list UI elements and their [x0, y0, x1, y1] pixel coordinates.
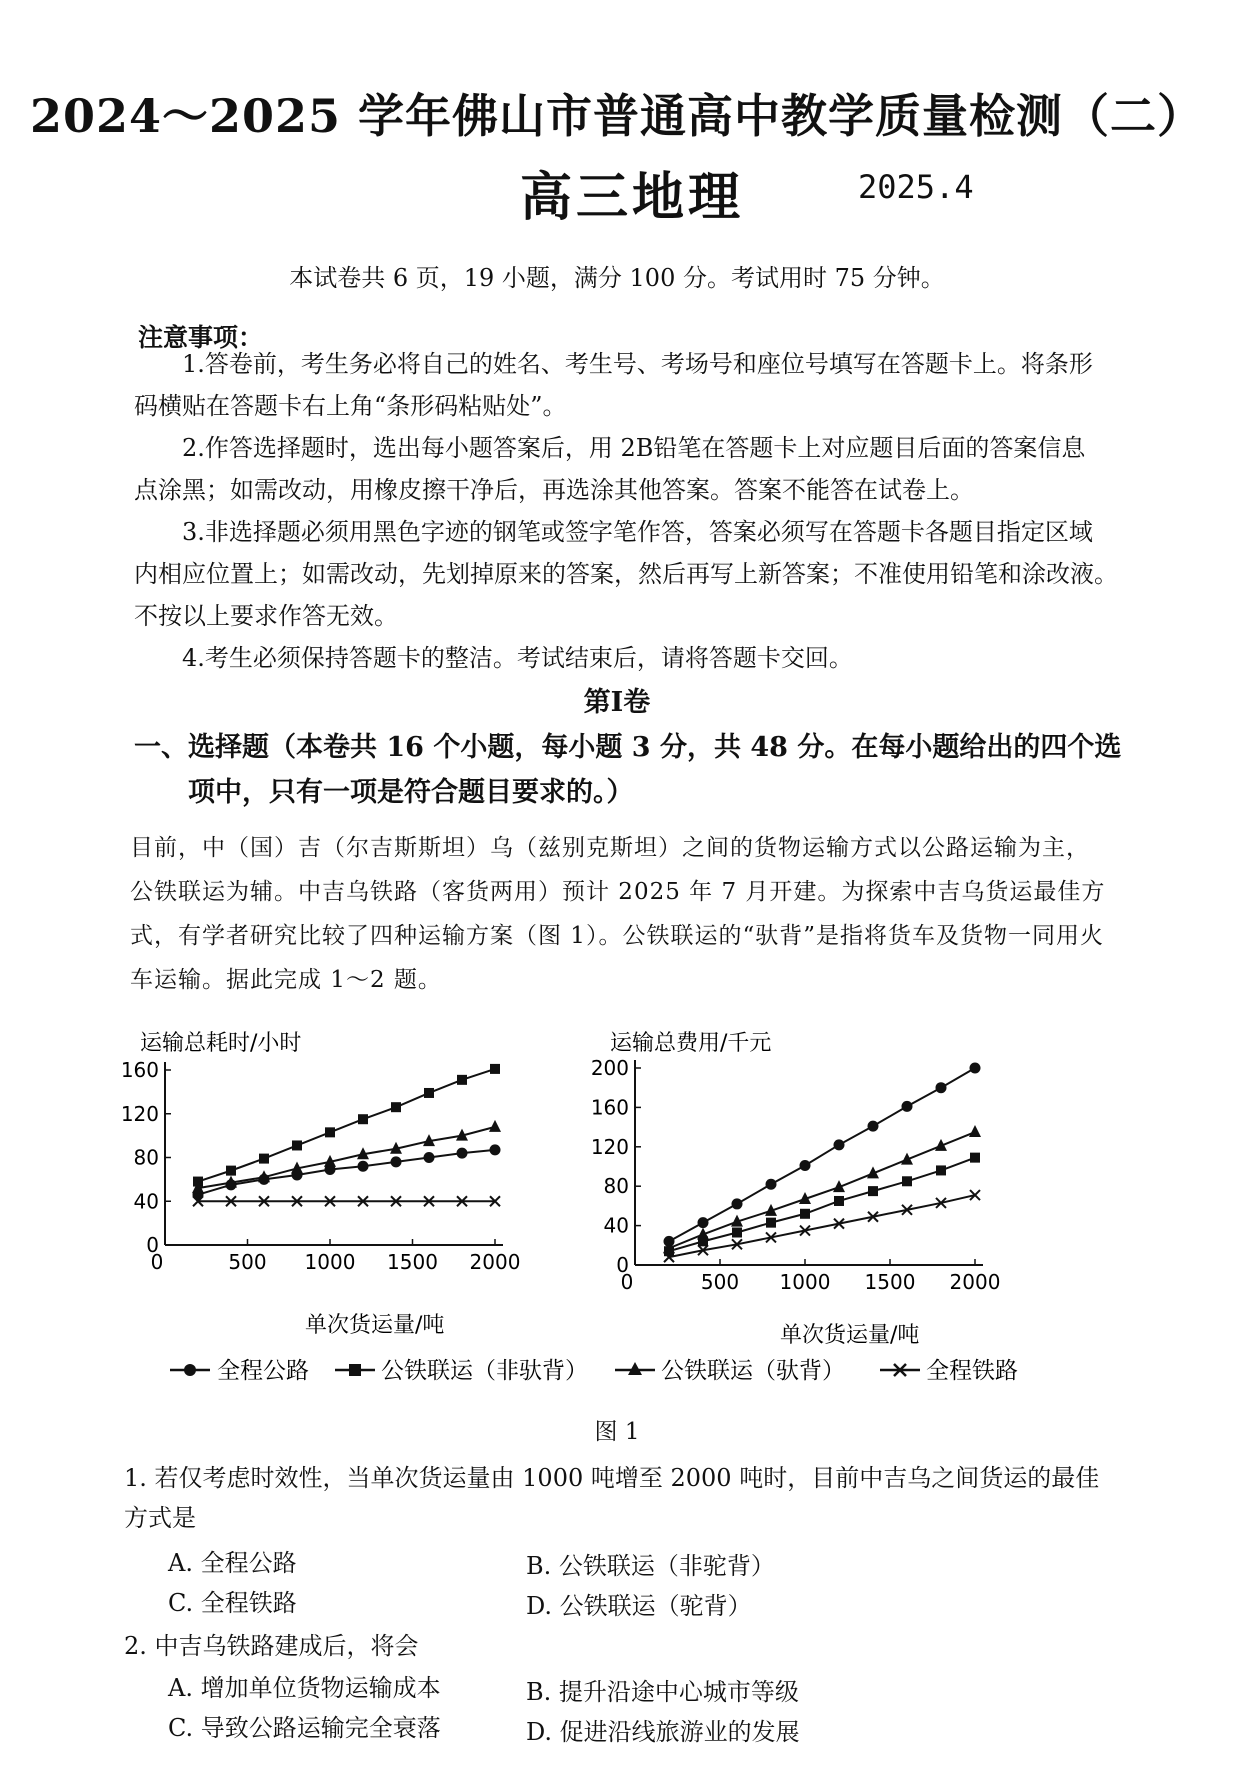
- series-line: [198, 1127, 495, 1188]
- y-tick-label: 200: [590, 1056, 629, 1080]
- exam-title: 2024～2025 学年佛山市普通高中教学质量检测（二）: [29, 89, 1205, 143]
- data-point-circle: [391, 1156, 402, 1167]
- legend-item: [880, 1358, 1018, 1384]
- question-1-stem: 方式是: [124, 1504, 196, 1532]
- legend-label: 公铁联运（非驮背）: [381, 1358, 588, 1384]
- data-point-square: [902, 1176, 912, 1186]
- data-point-circle: [698, 1217, 709, 1228]
- x-tick-label: 0: [150, 1250, 164, 1274]
- notice-line: 3.非选择题必须用黑色字迹的钢笔或签字笔作答，答案必须写在答题卡各题目指定区域: [182, 518, 1093, 546]
- y-tick-label: 40: [603, 1213, 629, 1238]
- y-tick-label: 120: [590, 1134, 629, 1159]
- chart-time-ylabel: 运输总耗时/小时: [140, 1031, 302, 1056]
- y-tick-label: 160: [120, 1058, 159, 1082]
- series-line: [669, 1068, 975, 1241]
- x-tick-label: 1500: [387, 1250, 438, 1274]
- data-point-square: [766, 1218, 776, 1228]
- question-1-stem: 1. 若仅考虑时效性，当单次货运量由 1000 吨增至 2000 吨时，目前中吉乌之间货运的最佳: [124, 1464, 1100, 1492]
- question-2-option-c[interactable]: C. 导致公路运输完全衰落: [168, 1714, 441, 1742]
- figure-caption: 图 1: [594, 1419, 640, 1445]
- question-1-option-a[interactable]: A. 全程公路: [168, 1549, 297, 1577]
- chart-cost: [590, 1020, 1070, 1350]
- x-tick-label: 500: [700, 1270, 740, 1294]
- y-tick-label: 0: [146, 1233, 159, 1257]
- chart-legend: [165, 1350, 1065, 1390]
- x-tick-label: 0: [620, 1270, 634, 1294]
- notice-line: 内相应位置上；如需改动，先划掉原来的答案，然后再写上新答案；不准使用铅笔和涂改液。: [134, 560, 1118, 588]
- notice-line: 不按以上要求作答无效。: [134, 602, 398, 630]
- data-point-square: [259, 1154, 269, 1164]
- legend-triangle-marker: [628, 1362, 642, 1375]
- x-tick-label: 2000: [469, 1250, 521, 1274]
- data-point-circle: [902, 1101, 913, 1112]
- question-1-option-d[interactable]: D. 公铁联运（驼背）: [526, 1592, 752, 1620]
- x-tick-label: 1000: [304, 1250, 356, 1274]
- notice-line: 点涂黑；如需改动，用橡皮擦干净后，再选涂其他答案。答案不能答在试卷上。: [134, 476, 974, 504]
- data-point-square: [970, 1153, 980, 1163]
- series-line: [669, 1132, 975, 1248]
- data-point-circle: [800, 1160, 811, 1171]
- section-title: 第Ⅰ卷: [583, 687, 651, 718]
- notice-title: 注意事项：: [138, 323, 264, 352]
- data-point-circle: [457, 1148, 468, 1159]
- legend-circle-marker: [184, 1364, 196, 1376]
- y-tick-label: 40: [133, 1189, 159, 1214]
- data-point-square: [490, 1064, 500, 1074]
- legend-label: 全程铁路: [926, 1358, 1018, 1384]
- y-tick-label: 120: [120, 1101, 159, 1126]
- notice-line: 码横贴在答题卡右上角“条形码粘贴处”。: [134, 392, 567, 420]
- data-point-square: [868, 1186, 878, 1196]
- data-point-square: [732, 1227, 742, 1237]
- legend-label: 公铁联运（驮背）: [661, 1358, 845, 1384]
- subject-title: 高三地理: [520, 167, 745, 228]
- series-line: [669, 1195, 975, 1257]
- data-point-triangle: [489, 1120, 501, 1132]
- data-point-square: [800, 1209, 810, 1219]
- x-tick-label: 2000: [949, 1270, 1001, 1294]
- question-1-option-b[interactable]: B. 公铁联运（非驼背）: [526, 1552, 775, 1580]
- question-2-option-b[interactable]: B. 提升沿途中心城市等级: [526, 1678, 799, 1706]
- question-type-line: 项中，只有一项是符合题目要求的。）: [188, 777, 634, 808]
- chart-time-xlabel: 单次货运量/吨: [305, 1313, 445, 1338]
- data-point-square: [834, 1196, 844, 1206]
- legend-item: [335, 1358, 588, 1384]
- notice-line: 1.答卷前，考生务必将自己的姓名、考生号、考场号和座位号填写在答题卡上。将条形: [182, 350, 1093, 378]
- data-point-square: [292, 1140, 302, 1150]
- series-line: [198, 1150, 495, 1195]
- chart-cost-ylabel: 运输总费用/千元: [610, 1031, 772, 1056]
- legend-item: [170, 1358, 309, 1384]
- series-line: [198, 1069, 495, 1182]
- data-point-circle: [358, 1161, 369, 1172]
- data-point-square: [226, 1166, 236, 1176]
- exam-date: 2025.4: [858, 168, 974, 206]
- data-point-circle: [936, 1082, 947, 1093]
- data-point-circle: [424, 1152, 435, 1163]
- question-intro: 目前，中（国）吉（尔吉斯斯坦）乌（兹别克斯坦）之间的货物运输方式以公路运输为主，公铁联运为辅。中吉乌铁路（客货两用）预计 2025 年 7 月开建。为探索中吉乌货运最佳方式，有学者研究比较了四种运输方案（图 1）。公铁联运的“驮背”是指将货车及货物一同用火车运输。据此完成 1～2 题。: [130, 835, 1106, 993]
- question-2-option-a[interactable]: A. 增加单位货物运输成本: [168, 1674, 441, 1702]
- exam-info: 本试卷共 6 页，19 小题，满分 100 分。考试用时 75 分钟。: [289, 264, 945, 292]
- legend-item: [615, 1358, 845, 1384]
- legend-label: 全程公路: [217, 1358, 309, 1384]
- chart-cost-xlabel: 单次货运量/吨: [780, 1323, 920, 1348]
- data-point-circle: [970, 1063, 981, 1074]
- y-tick-label: 0: [616, 1253, 629, 1277]
- x-tick-label: 500: [228, 1250, 267, 1274]
- data-point-circle: [766, 1179, 777, 1190]
- notice-line: 2.作答选择题时，选出每小题答案后，用 2B铅笔在答题卡上对应题目后面的答案信息: [182, 434, 1086, 462]
- y-tick-label: 80: [133, 1145, 159, 1170]
- y-tick-label: 80: [603, 1174, 629, 1199]
- y-tick-label: 160: [590, 1095, 629, 1120]
- data-point-square: [325, 1127, 335, 1137]
- question-2-option-d[interactable]: D. 促进沿线旅游业的发展: [526, 1718, 800, 1746]
- data-point-circle: [834, 1139, 845, 1150]
- legend-square-marker: [349, 1364, 361, 1376]
- chart-time: [120, 1020, 600, 1340]
- data-point-triangle: [969, 1125, 981, 1137]
- data-point-circle: [490, 1144, 501, 1155]
- data-point-circle: [868, 1121, 879, 1132]
- data-point-square: [391, 1102, 401, 1112]
- data-point-square: [936, 1165, 946, 1175]
- x-tick-label: 1000: [779, 1270, 831, 1294]
- notice-line: 4.考生必须保持答题卡的整洁。考试结束后，请将答题卡交回。: [182, 644, 853, 672]
- data-point-circle: [732, 1198, 743, 1209]
- data-point-square: [424, 1088, 434, 1098]
- question-1-option-c[interactable]: C. 全程铁路: [168, 1589, 297, 1617]
- data-point-square: [457, 1075, 467, 1085]
- x-tick-label: 1500: [864, 1270, 916, 1294]
- question-type-line: 一、选择题（本卷共 16 个小题，每小题 3 分，共 48 分。在每小题给出的四个选: [134, 732, 1122, 763]
- question-2-stem: 2. 中吉乌铁路建成后，将会: [124, 1632, 419, 1660]
- data-point-square: [358, 1114, 368, 1124]
